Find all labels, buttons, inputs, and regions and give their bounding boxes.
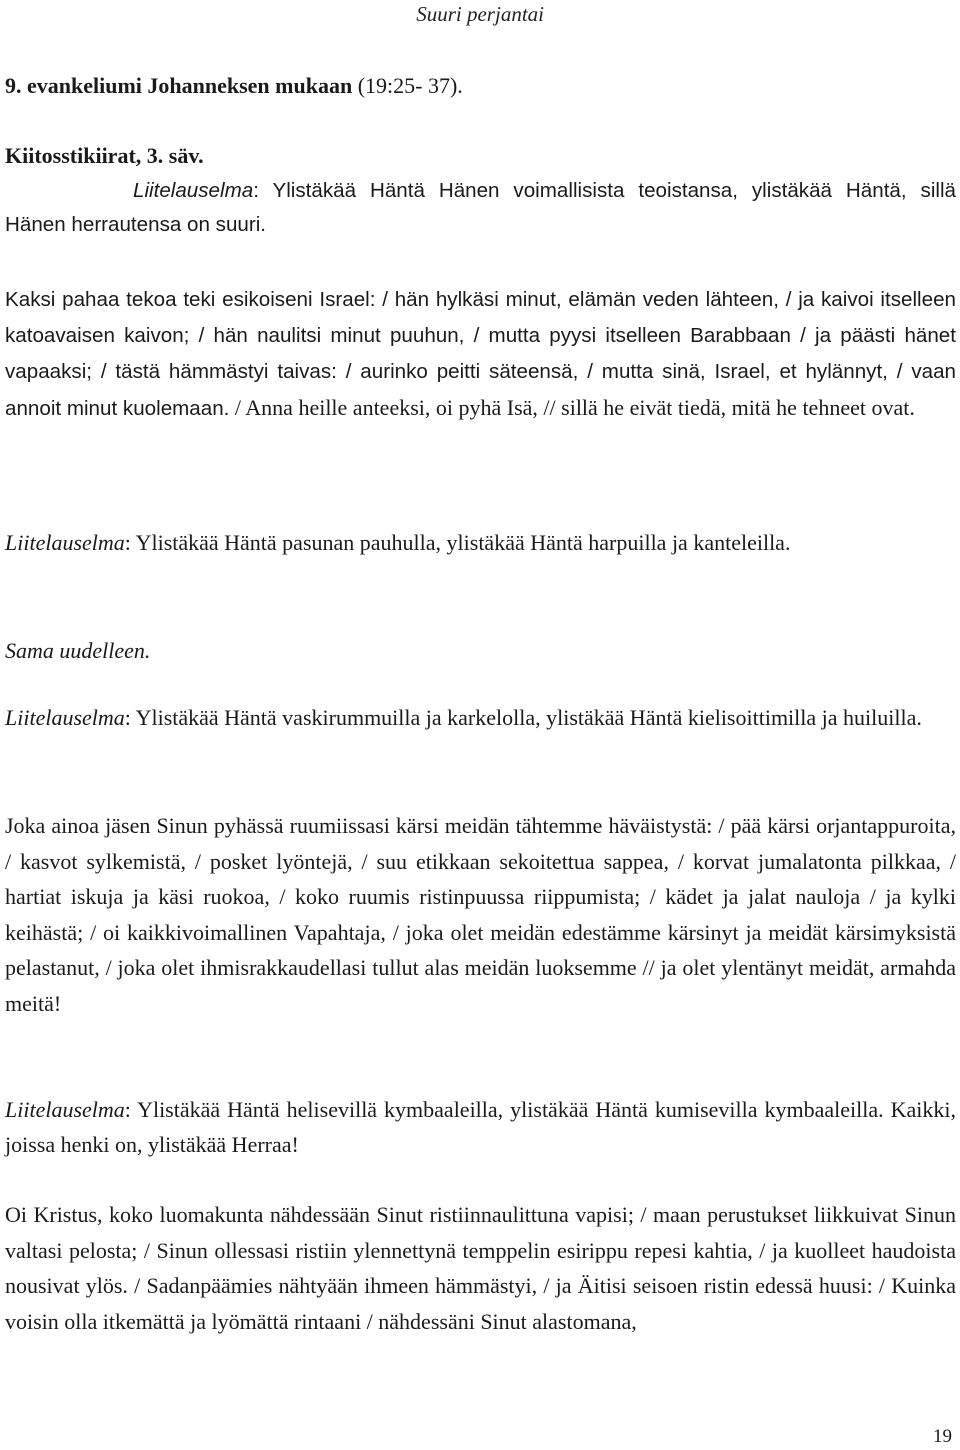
verse-1 — [5, 174, 956, 242]
verse-label: Liitelauselma — [5, 530, 125, 555]
verse-4 — [5, 1092, 956, 1163]
sticheron-2: Joka ainoa jäsen Sinun pyhässä ruumiissasi kärsi meidän tähtemme häväistystä: / pää kärsi orjantappuroita, / kasvot sylkemistä, / posket lyöntejä, / suu etikkaan sekoitettua sappea, / korvat jumalatonta pilkkaa, / hartiat iskuja ja käsi ruokoa, / koko ruumis ristinpuussa riippumista; / kädet ja jalat nauloja / ja kylki keihästä; / oi kaikkivoimallinen Vapahtaja, / joka olet meidän edestämme kärsinyt ja meidät kärsimyksistä pelastanut, / joka olet ihmisrakkaudellasi tullut alas meidän luoksemme // ja olet ylentänyt meidät, armahda meitä! — [5, 813, 956, 1016]
stichera-heading: Kiitosstikiirat, 3. säv. — [5, 143, 204, 168]
sticheron-3: Oi Kristus, koko luomakunta nähdessään Sinut ristiinnaulittuna vapisi; / maan perustukset liikkuivat Sinun valtasi pelosta; / Sinun ollessasi ristiin ylennettynä temppelin esirippu repesi kahtia, / ja kuolleet haudoista nousivat ylös. / Sadanpäämies nähtyään ihmeen hämmästyi, / ja Äitisi seisoen ristin edessä huusi: / Kuinka voisin olla itkemättä ja lyömättä rintaani / nähdessäni Sinut alastomana, — [5, 1202, 956, 1334]
verse-text: : Ylistäkää Häntä vaskirummuilla ja karkelolla, ylistäkää Häntä kielisoittimilla ja huiluilla. — [124, 705, 922, 730]
repeat-note: Sama uudelleen. — [5, 638, 151, 663]
verse-2 — [5, 525, 956, 560]
page-number: 19 — [933, 1426, 952, 1447]
verse-label: Liitelauselma — [133, 179, 254, 202]
verse-text: : Ylistäkää Häntä pasunan pauhulla, ylistäkää Häntä harpuilla ja kanteleilla. — [124, 530, 791, 555]
verse-text: : Ylistäkää Häntä Hänen voimallisista teoistansa, ylistäkää Häntä, sillä Hänen herrautensa on suuri. — [5, 179, 956, 236]
sticheron-text-sans: Kaksi pahaa tekoa teki esikoiseni Israel: / hän hylkäsi minut, elämän veden lähteen, / ja kaivoi itselleen katoavaisen kaivon; / hän naulitsi minut puuhun, / mutta pyysi itselleen Barabbaan / ja päästi hänet vapaaksi; / tästä hämmästyi taivas: / aurinko peitti säteensä, / mutta sinä, Israel, et hylännyt, / vaan annoit minut kuolemaan. — [5, 288, 956, 420]
sticheron-1 — [5, 281, 956, 426]
verse-label: Liitelauselma — [5, 705, 125, 730]
verse-text: : Ylistäkää Häntä helisevillä kymbaaleilla, ylistäkää Häntä kumisevilla kymbaaleilla. Kaikki, joissa henki on, ylistäkää Herraa! — [5, 1097, 956, 1158]
verse-label: Liitelauselma — [5, 1097, 125, 1122]
gospel-title: 9. evankeliumi Johanneksen mukaan — [5, 73, 353, 98]
gospel-heading — [5, 68, 956, 103]
sticheron-text: / Anna heille anteeksi, oi pyhä Isä, // sillä he eivät tiedä, mitä he tehneet ovat. — [229, 394, 915, 420]
gospel-reference: (19:25- 37). — [352, 73, 463, 98]
verse-3 — [5, 700, 956, 735]
running-header: Suuri perjantai — [416, 2, 544, 26]
